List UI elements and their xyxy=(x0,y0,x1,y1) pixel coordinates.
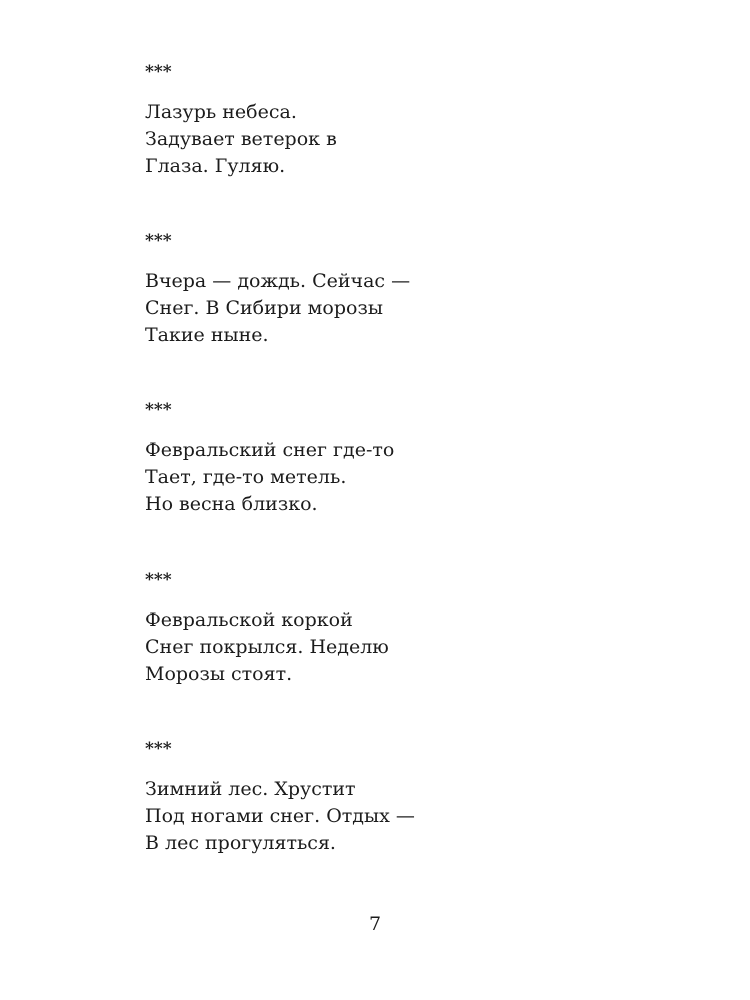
poem-1 xyxy=(145,64,337,180)
poem-line: В лес прогуляться. xyxy=(145,832,336,854)
poem-line: Снег. В Сибири морозы xyxy=(145,297,383,319)
section-separator: *** xyxy=(145,400,172,420)
poem-line: Тает, где-то метель. xyxy=(145,466,347,488)
section-separator: *** xyxy=(145,231,172,251)
poem-lines xyxy=(145,776,415,857)
poem-line: Глаза. Гуляю. xyxy=(145,155,286,177)
poem-line: Такие ныне. xyxy=(145,324,269,346)
page-number: 7 xyxy=(368,913,382,935)
poem-lines xyxy=(145,99,337,180)
poem-line: Но весна близко. xyxy=(145,493,318,515)
poem-2 xyxy=(145,233,410,349)
poem-line: Вчера — дождь. Сейчас — xyxy=(145,270,411,292)
poem-5 xyxy=(145,741,415,857)
poem-3 xyxy=(145,402,394,518)
poem-line: Задувает ветерок в xyxy=(145,128,337,150)
section-separator: *** xyxy=(145,739,172,759)
section-separator: *** xyxy=(145,570,172,590)
section-separator: *** xyxy=(145,62,172,82)
poem-4 xyxy=(145,572,389,688)
poem-line: Февральский снег где-то xyxy=(145,439,395,461)
poem-lines xyxy=(145,268,410,349)
poem-line: Снег покрылся. Неделю xyxy=(145,636,389,658)
poem-line: Лазурь небеса. xyxy=(145,101,297,123)
poem-line: Морозы стоят. xyxy=(145,663,293,685)
poem-line: Под ногами снег. Отдых — xyxy=(145,805,415,827)
poem-line: Зимний лес. Хрустит xyxy=(145,778,356,800)
poem-line: Февральской коркой xyxy=(145,609,353,631)
poem-lines xyxy=(145,607,389,688)
poem-lines xyxy=(145,437,394,518)
